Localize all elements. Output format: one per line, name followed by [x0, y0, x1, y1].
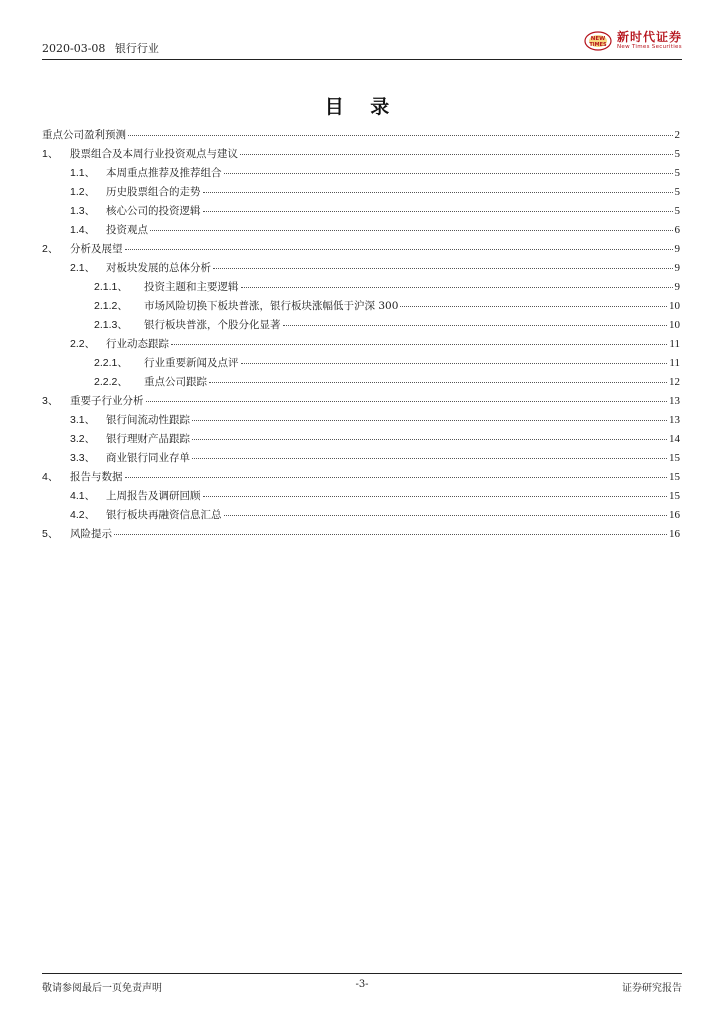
- toc-entry-number: 5、: [42, 528, 59, 540]
- toc-dot-leader: [114, 534, 667, 535]
- toc-entry-page: 9: [674, 262, 680, 274]
- toc-entry-page: 14: [669, 433, 680, 445]
- toc-entry-number: 2.1.1、: [94, 281, 128, 293]
- toc-dot-leader: [192, 439, 667, 440]
- toc-entry-page: 16: [669, 509, 680, 521]
- toc-dot-leader: [209, 382, 667, 383]
- toc-entry-title: 上周报告及调研回顾: [106, 490, 201, 502]
- new-times-logo-icon: [583, 30, 613, 52]
- toc-entry-title: 对板块发展的总体分析: [106, 262, 211, 274]
- toc-entry-page: 15: [669, 490, 680, 502]
- toc-entry[interactable]: [42, 507, 680, 526]
- toc-entry-page: 10: [669, 300, 680, 312]
- toc-entry[interactable]: [42, 488, 680, 507]
- toc-entry-title: 银行板块再融资信息汇总: [106, 509, 222, 521]
- toc-entry-title: 历史股票组合的走势: [106, 186, 201, 198]
- toc-entry-number: 4.1、: [70, 490, 96, 502]
- toc-entry[interactable]: [42, 336, 680, 355]
- toc-dot-leader: [241, 287, 673, 288]
- toc-dot-leader: [283, 325, 668, 326]
- toc-entry-page: 9: [674, 281, 680, 293]
- toc-entry-title: 重点公司跟踪: [144, 376, 207, 388]
- toc-entry-title: 核心公司的投资逻辑: [106, 205, 201, 217]
- toc-entry-page: 15: [669, 471, 680, 483]
- footer-page-number: -3-: [355, 979, 369, 990]
- toc-dot-leader: [125, 249, 673, 250]
- toc-dot-leader: [150, 230, 673, 231]
- toc-entry[interactable]: [42, 184, 680, 203]
- toc-entry-title: 银行理财产品跟踪: [106, 433, 190, 445]
- toc-dot-leader: [224, 173, 673, 174]
- toc-entry-page: 5: [674, 205, 680, 217]
- toc-entry-page: 15: [669, 452, 680, 464]
- toc-entry[interactable]: [42, 469, 680, 488]
- toc-entry-number: 3.3、: [70, 452, 96, 464]
- toc-entry-title: 银行间流动性跟踪: [106, 414, 190, 426]
- toc-title: 目 录: [324, 96, 400, 118]
- toc-entry-title: 股票组合及本周行业投资观点与建议: [70, 148, 238, 160]
- toc-dot-leader: [192, 458, 667, 459]
- page-footer: [42, 973, 682, 994]
- toc-entry-title: 投资主题和主要逻辑: [144, 281, 239, 293]
- toc-entry-title: 本周重点推荐及推荐组合: [106, 167, 222, 179]
- toc-entry-title: 行业动态跟踪: [106, 338, 169, 350]
- toc-entry-page: 5: [674, 186, 680, 198]
- svg-text:NEW: NEW: [590, 36, 606, 42]
- toc-entry-page: 11: [669, 338, 680, 350]
- report-date: 2020-03-08: [42, 42, 106, 55]
- toc-entry-page: 10: [669, 319, 680, 331]
- toc-entry[interactable]: [42, 412, 680, 431]
- toc-dot-leader: [224, 515, 668, 516]
- toc-entry[interactable]: [42, 260, 680, 279]
- toc-dot-leader: [128, 135, 673, 136]
- toc-entry-page: 11: [669, 357, 680, 369]
- toc-entry[interactable]: [42, 526, 680, 545]
- toc-entry-number: 1.1、: [70, 167, 96, 179]
- toc-dot-leader: [203, 496, 668, 497]
- toc-entry-number: 2.1.3、: [94, 319, 128, 331]
- toc-entry-number: 4.2、: [70, 509, 96, 521]
- toc-entry[interactable]: [42, 393, 680, 412]
- toc-entry-number: 2.2.2、: [94, 376, 128, 388]
- toc-entry-title: 重点公司盈利预测: [42, 129, 126, 141]
- toc-entry[interactable]: [42, 450, 680, 469]
- toc-entry[interactable]: [42, 298, 680, 317]
- toc-entry[interactable]: [42, 127, 680, 146]
- toc-entry-number: 1.2、: [70, 186, 96, 198]
- toc-entry[interactable]: [42, 203, 680, 222]
- toc-dot-leader: [125, 477, 668, 478]
- toc-entry[interactable]: [42, 165, 680, 184]
- toc-entry-title: 分析及展望: [70, 243, 123, 255]
- toc-entry-page: 6: [674, 224, 680, 236]
- toc-entry[interactable]: [42, 431, 680, 450]
- toc-entry[interactable]: [42, 317, 680, 336]
- company-logo: [583, 28, 682, 54]
- report-category: 银行行业: [114, 42, 159, 55]
- toc-dot-leader: [171, 344, 667, 345]
- toc-entry-page: 9: [674, 243, 680, 255]
- toc-dot-leader: [240, 154, 673, 155]
- toc-entry[interactable]: [42, 355, 680, 374]
- toc-entry-page: 16: [669, 528, 680, 540]
- toc-entry-page: 5: [674, 148, 680, 160]
- toc-dot-leader: [203, 192, 673, 193]
- table-of-contents: [42, 127, 680, 545]
- toc-entry[interactable]: [42, 241, 680, 260]
- toc-entry-number: 1.3、: [70, 205, 96, 217]
- page-header: [42, 28, 682, 60]
- toc-entry[interactable]: [42, 279, 680, 298]
- toc-entry-page: 13: [669, 395, 680, 407]
- logo-english-name: New Times Securities: [616, 44, 682, 51]
- footer-disclaimer: 敬请参阅最后一页免责声明: [42, 983, 162, 994]
- toc-entry-number: 2、: [42, 243, 59, 255]
- toc-entry-number: 2.2.1、: [94, 357, 128, 369]
- logo-chinese-name: 新时代证券: [616, 30, 682, 45]
- toc-entry-number: 4、: [42, 471, 59, 483]
- toc-entry-page: 12: [669, 376, 680, 388]
- toc-entry-page: 5: [674, 167, 680, 179]
- toc-dot-leader: [400, 306, 667, 307]
- toc-entry-title: 市场风险切换下板块普涨，银行板块涨幅低于沪深 300: [144, 300, 399, 312]
- toc-entry-number: 3.2、: [70, 433, 96, 445]
- toc-entry-number: 2.2、: [70, 338, 96, 350]
- toc-entry[interactable]: [42, 374, 680, 393]
- svg-text:TIMES: TIMES: [589, 42, 607, 48]
- toc-dot-leader: [213, 268, 673, 269]
- header-info: [42, 40, 159, 56]
- toc-entry-page: 2: [674, 129, 680, 141]
- toc-dot-leader: [146, 401, 668, 402]
- toc-entry[interactable]: [42, 146, 680, 165]
- toc-entry-page: 13: [669, 414, 680, 426]
- toc-entry-title: 银行板块普涨，个股分化显著: [144, 319, 281, 331]
- footer-report-type: 证券研究报告: [622, 983, 682, 994]
- toc-entry-number: 1.4、: [70, 224, 96, 236]
- toc-entry-title: 商业银行同业存单: [106, 452, 190, 464]
- toc-entry-title: 重要子行业分析: [70, 395, 144, 407]
- toc-dot-leader: [203, 211, 673, 212]
- toc-dot-leader: [241, 363, 668, 364]
- toc-entry[interactable]: [42, 222, 680, 241]
- toc-entry-number: 3、: [42, 395, 59, 407]
- toc-entry-number: 2.1、: [70, 262, 96, 274]
- toc-entry-title: 风险提示: [70, 528, 112, 540]
- toc-entry-number: 1、: [42, 148, 59, 160]
- toc-dot-leader: [192, 420, 667, 421]
- toc-entry-number: 3.1、: [70, 414, 96, 426]
- toc-entry-number: 2.1.2、: [94, 300, 128, 312]
- header-divider: [42, 59, 682, 60]
- toc-entry-title: 行业重要新闻及点评: [144, 357, 239, 369]
- toc-entry-title: 投资观点: [106, 224, 148, 236]
- toc-entry-title: 报告与数据: [70, 471, 123, 483]
